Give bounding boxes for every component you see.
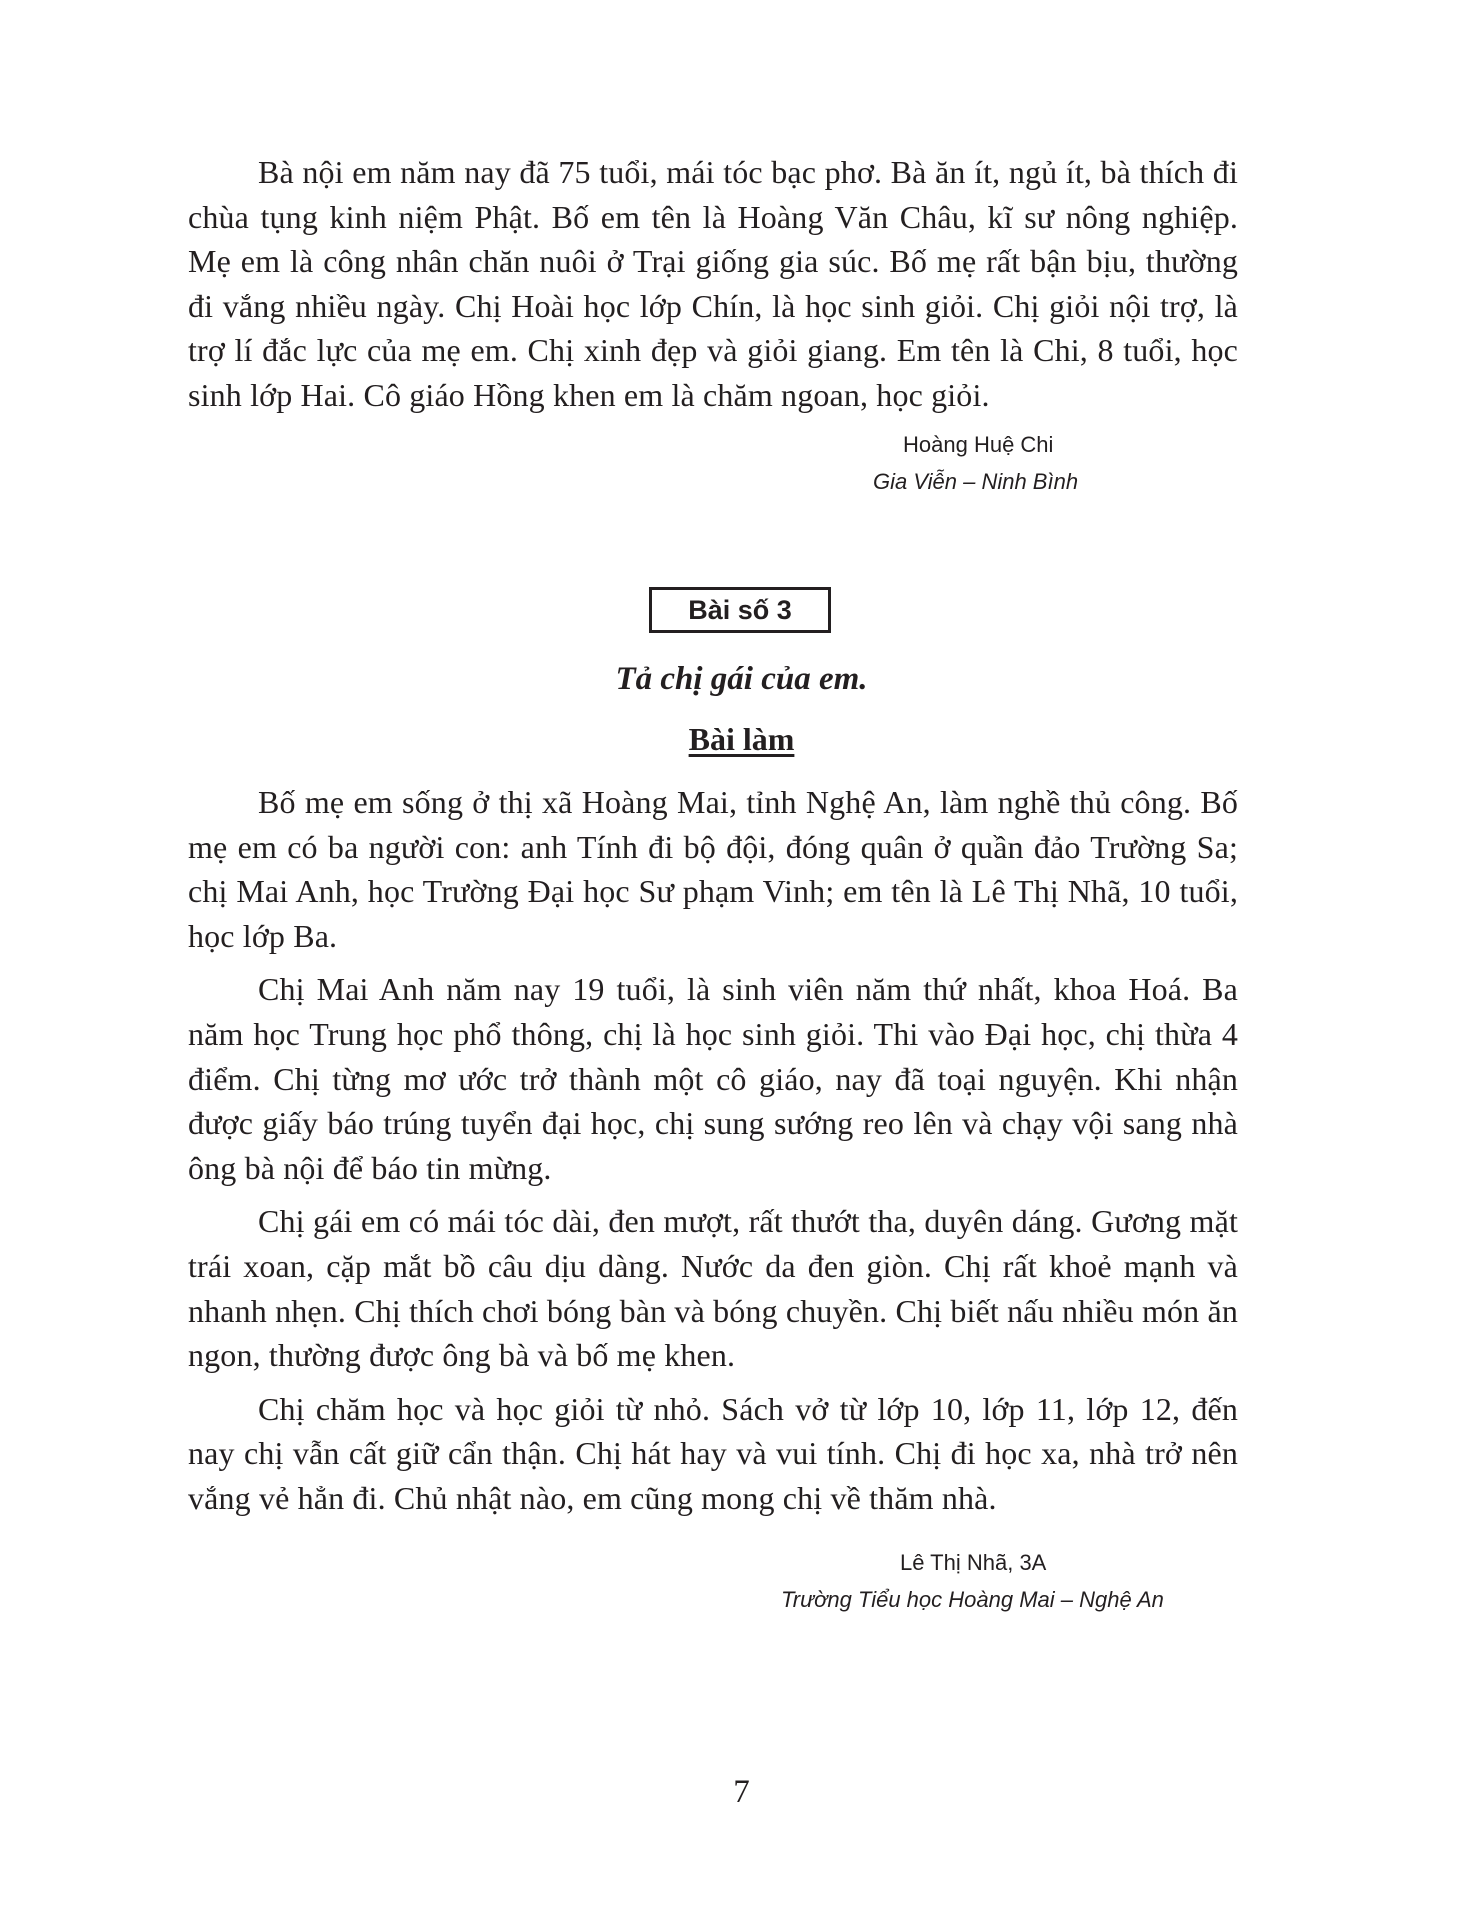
- essay-continuation: [188, 150, 1238, 418]
- author-name: Hoàng Huệ Chi: [903, 432, 1054, 457]
- paragraph: Bà nội em năm nay đã 75 tuổi, mái tóc bạc phơ. Bà ăn ít, ngủ ít, bà thích đi chùa tụng kinh niệm Phật. Bố em tên là Hoàng Văn Châu, kĩ sư nông nghiệp. Mẹ em là công nhân chăn nuôi ở Trại giống gia súc. Bố mẹ rất bận bịu, thường đi vắng nhiều ngày. Chị Hoài học lớp Chín, là học sinh giỏi. Chị giỏi nội trợ, là trợ lí đắc lực của mẹ em. Chị xinh đẹp và giỏi giang. Em tên là Chi, 8 tuổi, học sinh lớp Hai. Cô giáo Hồng khen em là chăm ngoan, học giỏi.: [188, 154, 1238, 413]
- exercise-subtitle: Bài làm: [688, 721, 795, 757]
- paragraph: Chị gái em có mái tóc dài, đen mượt, rất thướt tha, duyên dáng. Gương mặt trái xoan, cặp mắt bồ câu dịu dàng. Nước da đen giòn. Chị rất khoẻ mạnh và nhanh nhẹn. Chị thích chơi bóng bàn và bóng chuyền. Chị biết nấu nhiều món ăn ngon, thường được ông bà và bố mẹ khen.: [188, 1203, 1238, 1374]
- paragraph: Bố mẹ em sống ở thị xã Hoàng Mai, tỉnh Nghệ An, làm nghề thủ công. Bố mẹ em có ba người con: anh Tính đi bộ đội, đóng quân ở quần đảo Trường Sa; chị Mai Anh, học Trường Đại học Sư phạm Vinh; em tên là Lê Thị Nhã, 10 tuổi, học lớp Ba.: [188, 784, 1238, 954]
- essay-body: [188, 780, 1238, 1521]
- page-number: 7: [733, 1774, 750, 1810]
- exercise-title: Tả chị gái của em.: [615, 661, 868, 697]
- paragraph: Chị Mai Anh năm nay 19 tuổi, là sinh viên năm thứ nhất, khoa Hoá. Ba năm học Trung học phổ thông, chị là học sinh giỏi. Thi vào Đại học, chị thừa 4 điểm. Chị từng mơ ước trở thành một cô giáo, nay đã toại nguyện. Khi nhận được giấy báo trúng tuyển đại học, chị sung sướng reo lên và chạy vội sang nhà ông bà nội để báo tin mừng.: [188, 971, 1238, 1186]
- exercise-badge: Bài số 3: [649, 587, 831, 633]
- author-location: Gia Viễn – Ninh Bình: [873, 469, 1079, 494]
- paragraph: Chị chăm học và học giỏi từ nhỏ. Sách vở từ lớp 10, lớp 11, lớp 12, đến nay chị vẫn cất giữ cẩn thận. Chị hát hay và vui tính. Chị đi học xa, nhà trở nên vắng vẻ hẳn đi. Chủ nhật nào, em cũng mong chị về thăm nhà.: [188, 1390, 1238, 1516]
- author-location: Trường Tiểu học Hoàng Mai – Nghệ An: [781, 1587, 1164, 1612]
- author-name: Lê Thị Nhã, 3A: [900, 1550, 1047, 1575]
